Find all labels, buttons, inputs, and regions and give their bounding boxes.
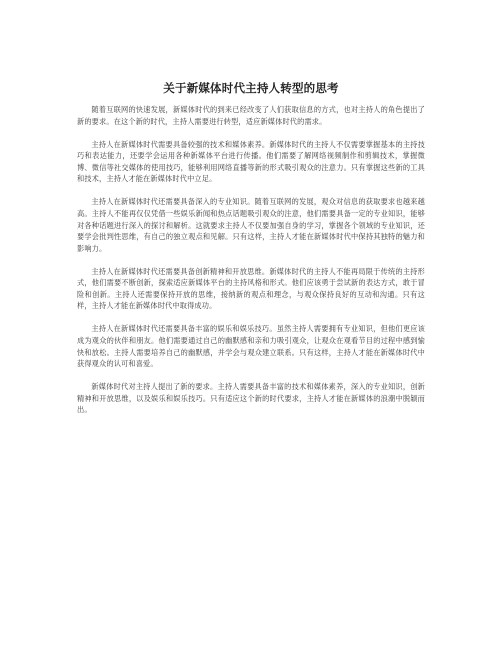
paragraph-intro: 随着互联网的快速发展，新媒体时代的到来已经改变了人们获取信息的方式，也对主持人的角色提出了新的要求。在这个新的时代，主持人需要进行转型，适应新媒体时代的需求。 [77,105,425,126]
document-title: 关于新媒体时代主持人转型的思考 [163,81,339,95]
paragraph-professional-knowledge: 主持人在新媒体时代还需要具备深入的专业知识。随着互联网的发展，观众对信息的获取要求也越来越高。主持人不能再仅仅凭借一些娱乐新闻和热点话题吸引观众的注意，他们需要具备一定的专业知识，能够对各种话题进行深入的探讨和解析。这就要求主持人不仅要加强自身的学习，掌握各个领域的专业知识，还要学会批判性思维，有自己的独立观点和见解。只有这样，主持人才能在新媒体时代中保持其独特的魅力和影响力。 [77,197,425,253]
paragraph-innovation: 主持人在新媒体时代还需要具备创新精神和开放思维。新媒体时代的主持人不能再局限于传统的主持形式，他们需要不断创新，探索适应新媒体平台的主持风格和形式。他们应该勇于尝试新的表达方式，敢于冒险和创新。主持人还需要保持开放的思维，接纳新的观点和理念，与观众保持良好的互动和沟通。只有这样，主持人才能在新媒体时代中取得成功。 [77,266,425,311]
document-body [77,104,425,427]
paragraph-technical-literacy: 主持人在新媒体时代需要具备较强的技术和媒体素养。新媒体时代的主持人不仅需要掌握基本的主持技巧和表达能力，还要学会运用各种新媒体平台进行传播。他们需要了解网络视频制作和剪辑技术，掌握微博、微信等社交媒体的使用技巧，能够利用网络直播等新的形式吸引观众的注意力。只有掌握这些新的工具和技术，主持人才能在新媒体时代中立足。 [77,139,425,184]
paragraph-entertainment: 主持人在新媒体时代还需要具备丰富的娱乐和娱乐技巧。虽然主持人需要拥有专业知识，但他们更应该成为观众的伙伴和朋友。他们需要通过自己的幽默感和亲和力吸引观众，让观众在观看节目的过程中感到愉快和放松。主持人需要培养自己的幽默感，并学会与观众建立联系。只有这样，主持人才能在新媒体时代中获得观众的认可和喜爱。 [77,324,425,369]
paragraph-conclusion: 新媒体时代对主持人提出了新的要求。主持人需要具备丰富的技术和媒体素养，深入的专业知识，创新精神和开放思维，以及娱乐和娱乐技巧。只有适应这个新的时代要求，主持人才能在新媒体的浪潮中脱颖而出。 [77,382,425,415]
